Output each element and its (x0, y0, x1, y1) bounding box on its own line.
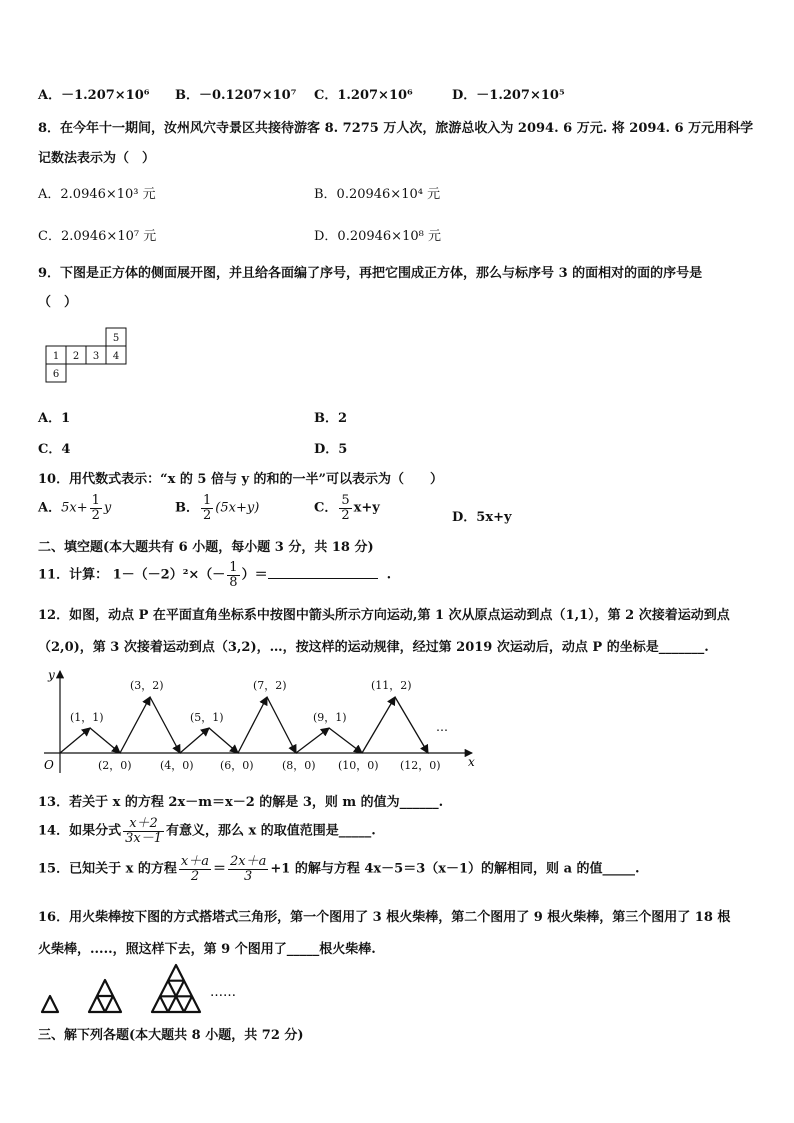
origin-label: O (44, 758, 54, 772)
q9-stem-line2: （ ） (38, 295, 78, 310)
cube-net-diagram (44, 327, 128, 387)
figure-ellipsis: …… (210, 985, 236, 1000)
triangle-figure-2 (89, 980, 121, 1012)
section-3-heading: 三、解下列各题(本大题共 8 小题，共 72 分) (38, 1028, 304, 1043)
section-2-heading: 二、填空题(本大题共有 6 小题，每小题 3 分，共 18 分) (38, 540, 374, 555)
cube-face-4: 4 (112, 351, 120, 362)
zigzag-motion-graph (40, 665, 480, 780)
q12-stem-line1: 12．如图，动点 P 在平面直角坐标系中按图中箭头所示方向运动,第 1 次从原点运动到点（1,1），第 2 次接着运动到点 (38, 608, 730, 623)
cube-face-3: 3 (92, 351, 100, 362)
q8-stem-line2: 记数法表示为（ ） (38, 151, 156, 166)
triangle-figure-3 (152, 965, 200, 1012)
q9-option-c: C．4 (38, 442, 71, 457)
q8-option-d: D．0.20946×10⁸ 元 (314, 229, 441, 244)
q8-stem-line1: 8．在今年十一期间，汝州风穴寺景区共接待游客 8. 7275 万人次，旅游总收入为 2094. 6 万元. 将 2094. 6 万元用科学 (38, 121, 754, 136)
q9-option-d: D．5 (314, 442, 348, 457)
q10-stem: 10．用代数式表示：“x 的 5 倍与 y 的和的一半”可以表示为（ ） (38, 472, 444, 487)
q9-option-a: A．1 (38, 411, 71, 426)
point-label-10-0: (10，0) (338, 759, 379, 772)
q7-option-c: C．1.207×10⁶ (314, 88, 413, 103)
q10-option-c: C． $\frac{5}{2}$ x+y (314, 493, 380, 523)
q8-option-b: B．0.20946×10⁴ 元 (314, 187, 441, 202)
q7-option-a: A．－1.207×10⁶ (38, 88, 150, 103)
cube-face-5: 5 (112, 333, 120, 344)
q8-option-c: C．2.0946×10⁷ 元 (38, 229, 157, 244)
point-label-6-0: (6，0) (220, 759, 254, 772)
q9-option-b: B．2 (314, 411, 348, 426)
q12-stem-line2: （2,0)，第 3 次接着运动到点（3,2)，…，按这样的运动规律，经过第 2019 次运动后，动点 P 的坐标是_______. (38, 640, 709, 655)
q15-stem: 15．已知关于 x 的方程 $\frac{x+a}{2}$ ＝ $\frac{2x+a}{3}$ +1 的解与方程 4x－5＝3（x－1）的解相同，则 a 的值_____. (38, 854, 640, 884)
q11-stem: 11．计算： 1－（－2）²×（－ $\frac{1}{8}$ ）＝ . (38, 560, 392, 590)
point-label-7-2: (7，2) (253, 679, 287, 692)
q7-option-d: D．－1.207×10⁵ (452, 88, 565, 103)
matchstick-triangles-figure (38, 962, 278, 1018)
q10-option-a: A．5x+ $\frac{1}{2}$ y (38, 493, 112, 523)
x-axis-label: x (468, 755, 475, 769)
q16-stem-line1: 16．用火柴棒按下图的方式搭塔式三角形，第一个图用了 3 根火柴棒，第二个图用了 9 根火柴棒，第三个图用了 18 根 (38, 910, 731, 925)
q11-answer-blank[interactable] (268, 566, 378, 579)
q9-stem-line1: 9．下图是正方体的侧面展开图，并且给各面编了序号，再把它围成正方体，那么与标序号 3 的面相对的面的序号是 (38, 266, 703, 281)
q8-option-a: A．2.0946×10³ 元 (38, 187, 156, 202)
q10-option-d: D．5x+y (452, 510, 512, 525)
graph-ellipsis: … (436, 720, 448, 734)
point-label-8-0: (8，0) (282, 759, 316, 772)
y-axis-label: y (48, 668, 55, 682)
q16-stem-line2: 火柴棒，.....，照这样下去，第 9 个图用了_____根火柴棒. (38, 942, 376, 957)
cube-face-2: 2 (72, 351, 80, 362)
triangle-figure-1 (42, 996, 58, 1012)
cube-face-6: 6 (52, 369, 60, 380)
point-label-9-1: (9，1) (313, 711, 347, 724)
point-label-4-0: (4，0) (160, 759, 194, 772)
q13-stem: 13．若关于 x 的方程 2x－m＝x－2 的解是 3，则 m 的值为______. (38, 795, 444, 810)
point-label-2-0: (2，0) (98, 759, 132, 772)
q14-stem: 14．如果分式 $\frac{x+2}{3x-1}$ 有意义，那么 x 的取值范围是_____. (38, 816, 376, 846)
point-label-1-1: (1，1) (70, 711, 104, 724)
point-label-11-2: (11，2) (371, 679, 412, 692)
point-label-3-2: (3，2) (130, 679, 164, 692)
point-label-5-1: (5，1) (190, 711, 224, 724)
cube-face-1: 1 (52, 351, 60, 362)
point-label-12-0: (12，0) (400, 759, 441, 772)
q10-option-b: B． $\frac{1}{2}$ (5x+y) (175, 493, 260, 523)
q7-option-b: B．－0.1207×10⁷ (175, 88, 297, 103)
